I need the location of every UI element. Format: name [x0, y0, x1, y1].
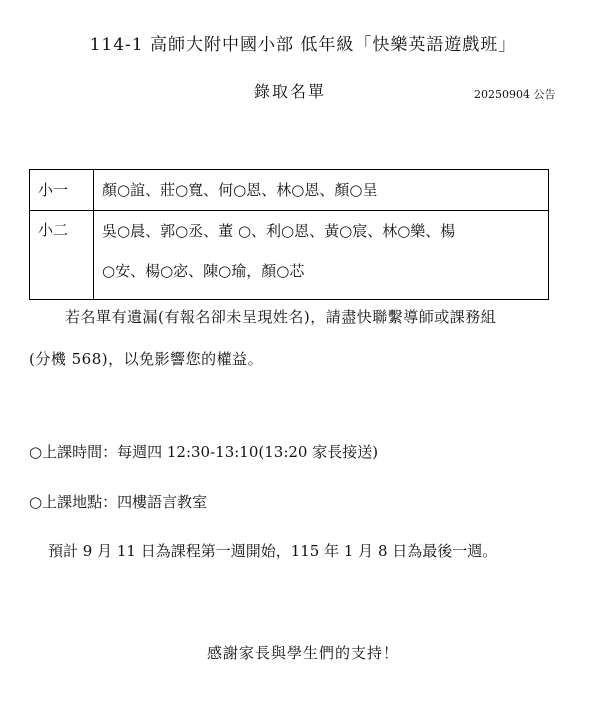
names-line: ○安、楊○宓、陳○瑜，顏○芯: [102, 262, 305, 280]
page-title: 114-1 高師大附中國小部 低年級「快樂英語遊戲班」: [89, 35, 517, 55]
list-subtitle: 錄取名單: [254, 82, 327, 101]
names-cell: [94, 170, 549, 211]
class-location: ○上課地點：四樓語言教室: [29, 493, 208, 511]
thanks-message: 感謝家長與學生們的支持！: [206, 644, 399, 662]
class-time: ○上課時間：每週四 12:30-13:10(13:20 家長接送): [29, 443, 379, 461]
announcement-date: 20250904 公告: [474, 88, 556, 101]
course-schedule: 預計 9 月 11 日為課程第一週開始，115 年 1 月 8 日為最後一週。: [48, 542, 498, 560]
names-line: 顏○誼、莊○寬、何○恩、林○恩、顏○呈: [102, 181, 378, 199]
notice-line: (分機 568)，以免影響您的權益。: [29, 350, 264, 368]
grade-cell: 小一: [30, 170, 94, 211]
omission-notice: [29, 296, 569, 380]
grade-cell: 小二: [30, 211, 94, 300]
admission-table: [29, 169, 549, 300]
table-row: [30, 170, 549, 211]
table-row: [30, 211, 549, 300]
notice-line: 若名單有遺漏(有報名卻未呈現姓名)，請盡快聯繫導師或課務組: [65, 308, 497, 326]
names-line: 吳○晨、郭○丞、董 ○、利○恩、黃○宸、林○樂、楊: [102, 222, 456, 240]
names-cell: [94, 211, 549, 300]
